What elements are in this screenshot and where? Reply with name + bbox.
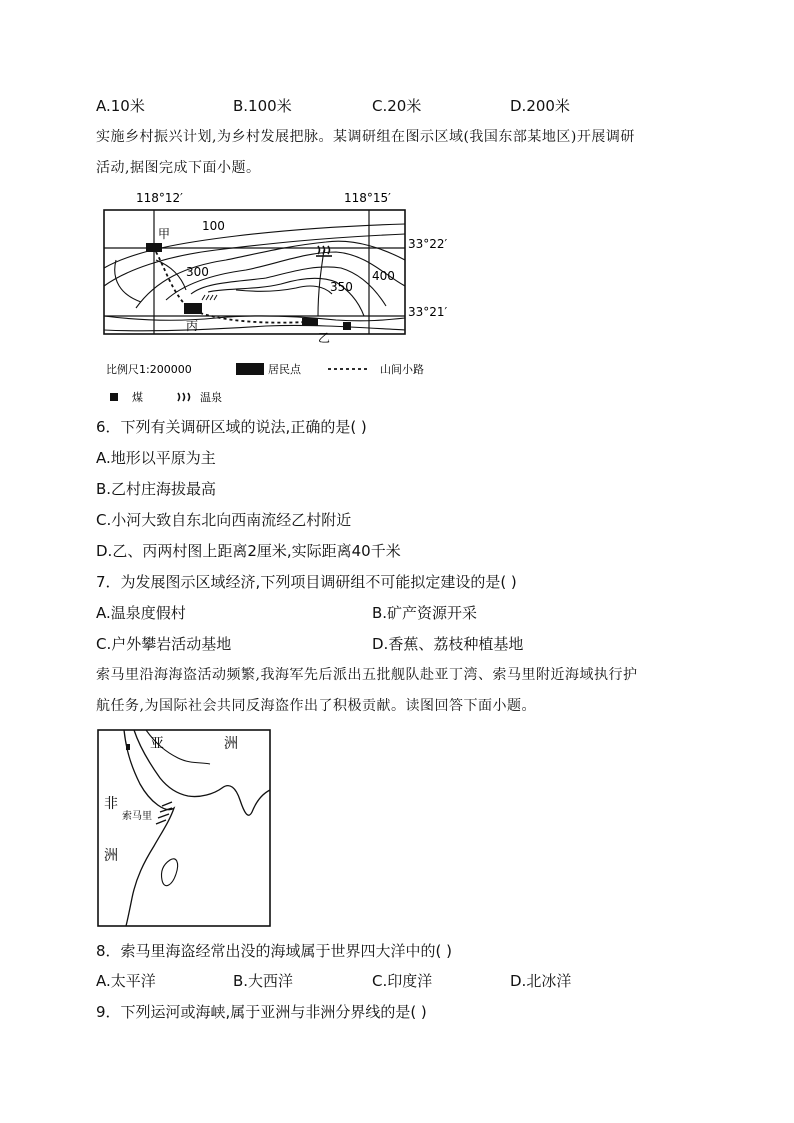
intro2-line1: 索马里沿海海盗活动频繁,我海军先后派出五批舰队赴亚丁湾、索马里附近海域执行护 [96, 667, 638, 683]
lon-right-label: 118°15′ [344, 191, 391, 205]
legend-path-label: 山间小路 [380, 363, 424, 376]
q7-option-d: D.香蕉、荔枝种植基地 [372, 635, 524, 653]
contour-label-100: 100 [202, 219, 225, 233]
intro2-line2: 航任务,为国际社会共同反海盗作出了积极贡献。读图回答下面小题。 [96, 698, 536, 714]
map-scale: 比例尺1:200000 [106, 363, 192, 376]
legend-spring-label: 温泉 [200, 391, 222, 404]
q5-option-a: A.10米 [96, 97, 145, 115]
q8-option-a: A.太平洋 [96, 972, 156, 990]
suez-marker [126, 744, 130, 750]
q9-stem: 9．下列运河或海峡,属于亚洲与非洲分界线的是( ) [96, 1003, 427, 1021]
q8-option-b: B.大西洋 [233, 972, 294, 990]
somalia-map [96, 728, 272, 928]
lat-bottom-label: 33°21′ [408, 305, 448, 319]
q6-option-c: C.小河大致自东北向西南流经乙村附近 [96, 511, 352, 529]
settlement-jia [146, 243, 162, 252]
label-africa-2: 洲 [104, 848, 118, 864]
intro1-line1: 实施乡村振兴计划,为乡村发展把脉。某调研组在图示区域(我国东部某地区)开展调研 [96, 129, 635, 145]
settlement-yi [302, 318, 318, 326]
q6-option-a: A.地形以平原为主 [96, 449, 216, 467]
q5-option-b: B.100米 [233, 97, 292, 115]
legend-spring-icon [178, 393, 190, 401]
q6-stem: 6．下列有关调研区域的说法,正确的是( ) [96, 418, 367, 436]
mountain-path [156, 252, 306, 323]
q7-option-b: B.矿产资源开采 [372, 604, 478, 622]
contour-label-400: 400 [372, 269, 395, 283]
label-somalia: 索马里 [122, 811, 152, 822]
legend-settlement-swatch [236, 363, 264, 375]
legend-coal-swatch [110, 393, 118, 401]
label-asia-1: 亚 [150, 736, 164, 752]
q6-option-b: B.乙村庄海拔最高 [96, 480, 217, 498]
lon-left-label: 118°12′ [136, 191, 183, 205]
contour-map [96, 190, 448, 410]
place-yi: 乙 [318, 331, 331, 345]
q7-option-a: A.温泉度假村 [96, 604, 186, 622]
settlement-bing [184, 303, 202, 314]
q8-stem: 8．索马里海盗经常出没的海域属于世界四大洋中的( ) [96, 942, 453, 960]
hot-spring-icon [316, 246, 332, 256]
q8-option-d: D.北冰洋 [510, 972, 572, 990]
q8-option-c: C.印度洋 [372, 972, 433, 990]
q5-option-d: D.200米 [510, 97, 570, 115]
legend-coal-label: 煤 [132, 391, 143, 404]
contour-label-300: 300 [186, 265, 209, 279]
place-bing: 丙 [186, 319, 199, 333]
q7-option-c: C.户外攀岩活动基地 [96, 635, 232, 653]
contour-lines [104, 224, 405, 331]
lat-top-label: 33°22′ [408, 237, 448, 251]
coal-icon [343, 322, 351, 330]
label-africa-1: 非 [104, 796, 118, 812]
place-jia: 甲 [158, 227, 171, 241]
intro1-line2: 活动,据图完成下面小题。 [96, 160, 261, 176]
contour-label-350: 350 [330, 280, 353, 294]
q5-option-c: C.20米 [372, 97, 422, 115]
q6-option-d: D.乙、丙两村图上距离2厘米,实际距离40千米 [96, 542, 401, 560]
q7-stem: 7．为发展图示区域经济,下列项目调研组不可能拟定建设的是( ) [96, 573, 517, 591]
label-asia-2: 洲 [224, 736, 238, 752]
legend-settlement-label: 居民点 [268, 363, 301, 376]
